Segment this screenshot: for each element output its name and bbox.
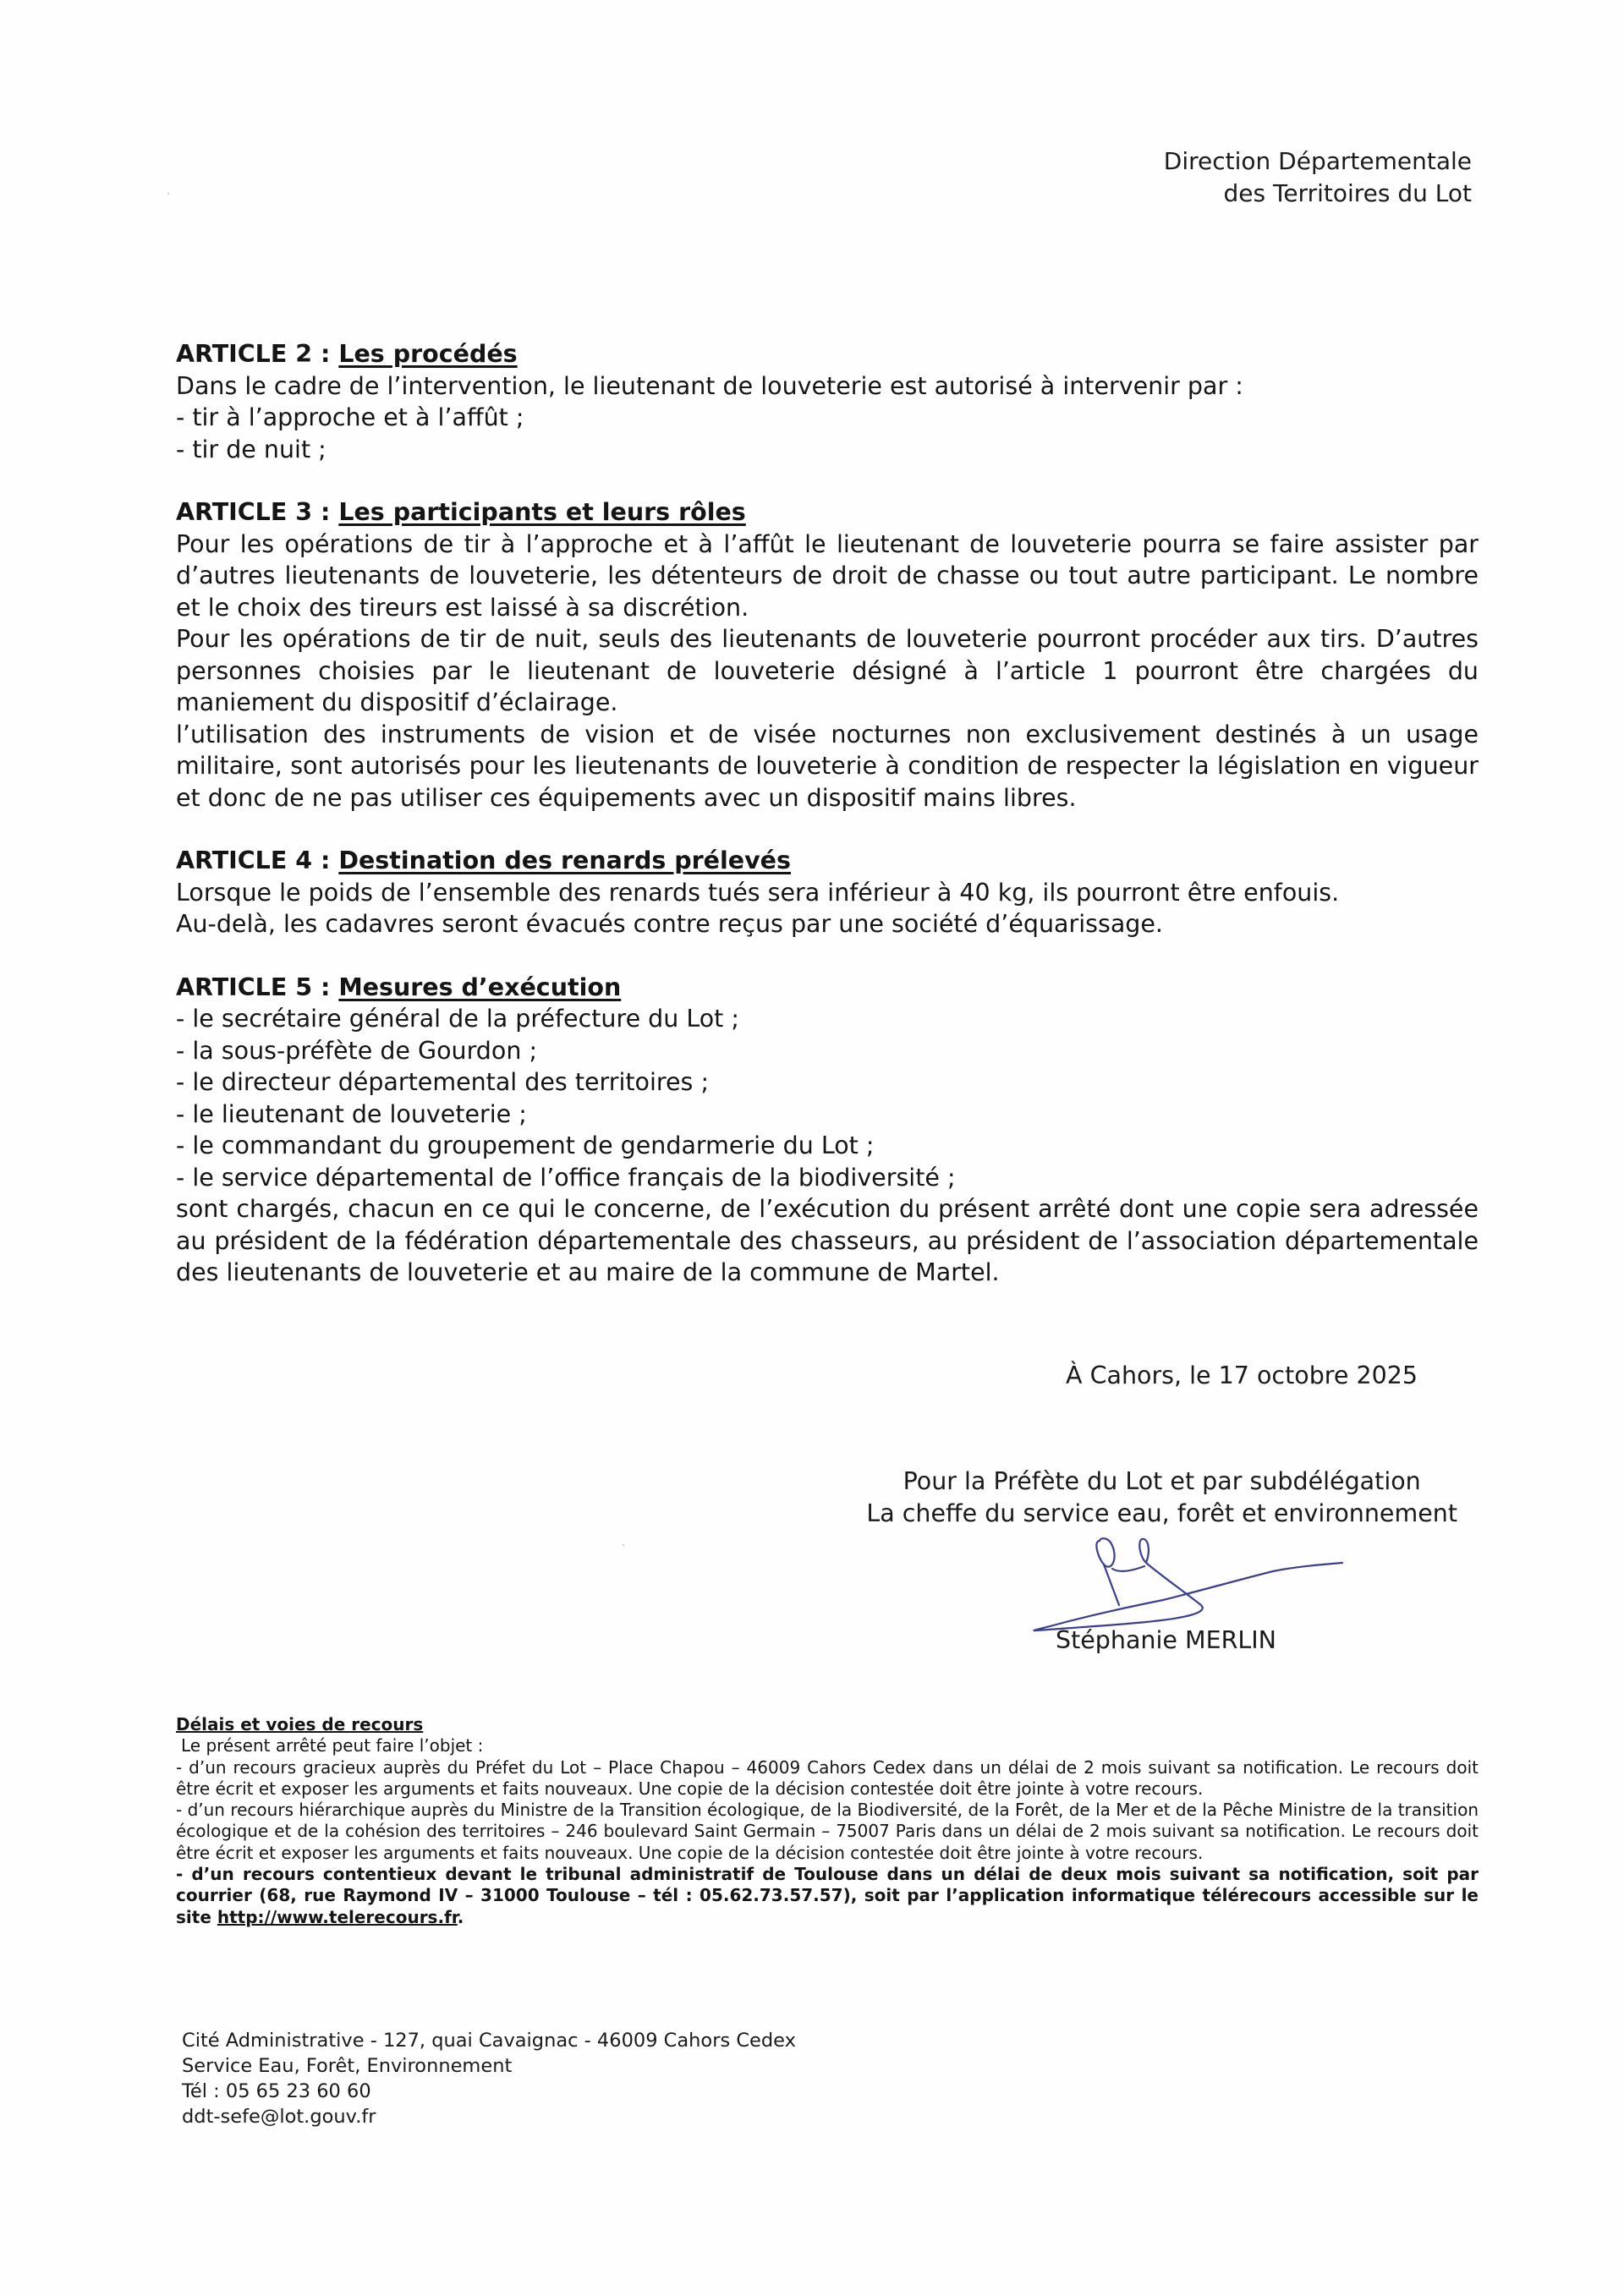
list-item: - tir de nuit ; [176,435,326,463]
scan-speck [623,1544,624,1546]
paragraph: Lorsque le poids de l’ensemble des renards tués sera inférieur à 40 kg, ils pourront être enfouis. [176,878,1340,907]
footer-contact [182,2028,796,2129]
issuer-header [1164,145,1472,210]
article-heading [176,972,1479,1004]
article-2 [176,338,1479,465]
delegation-line-1: Pour la Préfète du Lot et par subdélégation [903,1467,1421,1495]
article-heading [176,496,1479,529]
article-heading [176,845,1479,877]
article-3 [176,496,1479,814]
list-item: - tir à l’approche et à l’affût ; [176,403,524,431]
article-4 [176,845,1479,940]
signer-name: Stéphanie MERLIN [1056,1626,1276,1654]
article-title: Les procédés [338,340,518,368]
list-item: - le secrétaire général de la préfecture du Lot ; [176,1005,740,1033]
paragraph: Dans le cadre de l’intervention, le lieutenant de louveterie est autorisé à intervenir par : [176,371,1243,400]
article-heading [176,338,1479,370]
list-item: - le commandant du groupement de gendarmerie du Lot ; [176,1132,875,1159]
article-label: ARTICLE 4 : [176,847,339,874]
footer-address: Cité Administrative - 127, quai Cavaignac - 46009 Cahors Cedex [182,2030,796,2052]
appeal-title: Délais et voies de recours [176,1714,424,1734]
list-item: - le service départemental de l’office français de la biodiversité ; [176,1163,956,1192]
appeal-section [176,1714,1479,1928]
article-label: ARTICLE 2 : [176,340,339,368]
article-5 [176,972,1479,1289]
paragraph: Pour les opérations de tir à l’approche et à l’affût le lieutenant de louveterie pourra se faire assister par d’autres lieutenants de louveterie, les détenteurs de droit de chasse ou tout autre participant. Le nombre et le choix des tireurs est laissé à sa discrétion. [176,529,1479,622]
article-title: Mesures d’exécution [338,973,622,1001]
footer-phone: Tél : 05 65 23 60 60 [182,2080,371,2102]
paragraph: Pour les opérations de tir de nuit, seuls des lieutenants de louveterie pourront procéder aux tirs. D’autres personnes choisies par le lieutenant de louveterie désigné à l’article 1 pourront être chargées du maniement du dispositif d’éclairage. [176,625,1479,716]
appeal-gracieux: - d’un recours gracieux auprès du Préfet du Lot – Place Chapou – 46009 Cahors Cedex dans un délai de 2 mois suivant sa notification. Le recours doit être écrit et exposer les arguments et faits nouveaux. Une copie de la décision contestée doit être jointe à votre recours. [176,1756,1479,1799]
article-label: ARTICLE 3 : [176,498,339,526]
document-body [176,338,1479,1320]
appeal-intro: Le présent arrêté peut faire l’objet : [181,1735,484,1756]
appeal-contentieux [176,1864,1479,1928]
article-label: ARTICLE 5 : [176,973,339,1001]
telerecours-link[interactable]: http://www.telerecours.fr [217,1906,458,1927]
delegation-line-2: La cheffe du service eau, forêt et environnement [866,1499,1457,1527]
list-item: - le directeur départemental des territoires ; [176,1068,710,1096]
link-suffix: . [457,1906,464,1927]
issuer-line-1: Direction Départementale [1163,147,1472,175]
issuer-line-2: des Territoires du Lot [1223,179,1472,207]
list-item: - la sous-préfète de Gourdon ; [176,1036,538,1065]
appeal-hierarchique: - d’un recours hiérarchique auprès du Ministre de la Transition écologique, de la Biodiversité, de la Forêt, de la Mer et de la Pêche Ministre de la transition écologique et de la cohésion des territoires – 246 boulevard Saint Germain – 75007 Paris dans un délai de 2 mois suivant sa notification. Le recours doit être écrit et exposer les arguments et faits nouveaux. Une copie de la décision contestée doit être jointe à votre recours. [176,1800,1479,1863]
signature-strokes [1034,1538,1342,1630]
scan-speck [167,193,169,195]
paragraph: l’utilisation des instruments de vision et de visée nocturnes non exclusivement destinés à un usage militaire, sont autorisés pour les lieutenants de louveterie à condition de respecter la législation en vigueur et donc de ne pas utiliser ces équipements avec un dispositif mains libres. [176,720,1479,812]
appeal-contentieux-text: - d’un recours contentieux devant le tribunal administratif de Toulouse dans un délai de deux mois suivant sa notification, soit par courrier (68, rue Raymond IV – 31000 Toulouse – tél : 05.62.73.57.57), soit par l’application informatique télérecours accessible sur le site [176,1864,1479,1927]
list-item: - le lieutenant de louveterie ; [176,1099,527,1128]
paragraph: sont chargés, chacun en ce qui le concerne, de l’exécution du présent arrêté dont une copie sera adressée au président de la fédération départementale des chasseurs, au président de l’association départementale des lieutenants de louveterie et au maire de la commune de Martel. [176,1195,1479,1286]
footer-email[interactable]: ddt-sefe@lot.gouv.fr [182,2106,376,2128]
place-and-date: À Cahors, le 17 octobre 2025 [1066,1362,1418,1389]
paragraph: Au-delà, les cadavres seront évacués contre reçus par une société d’équarissage. [176,910,1163,938]
footer-service: Service Eau, Forêt, Environnement [182,2055,513,2077]
article-title: Destination des renards prélevés [338,847,791,874]
delegation-block [866,1466,1457,1530]
article-title: Les participants et leurs rôles [338,498,746,526]
